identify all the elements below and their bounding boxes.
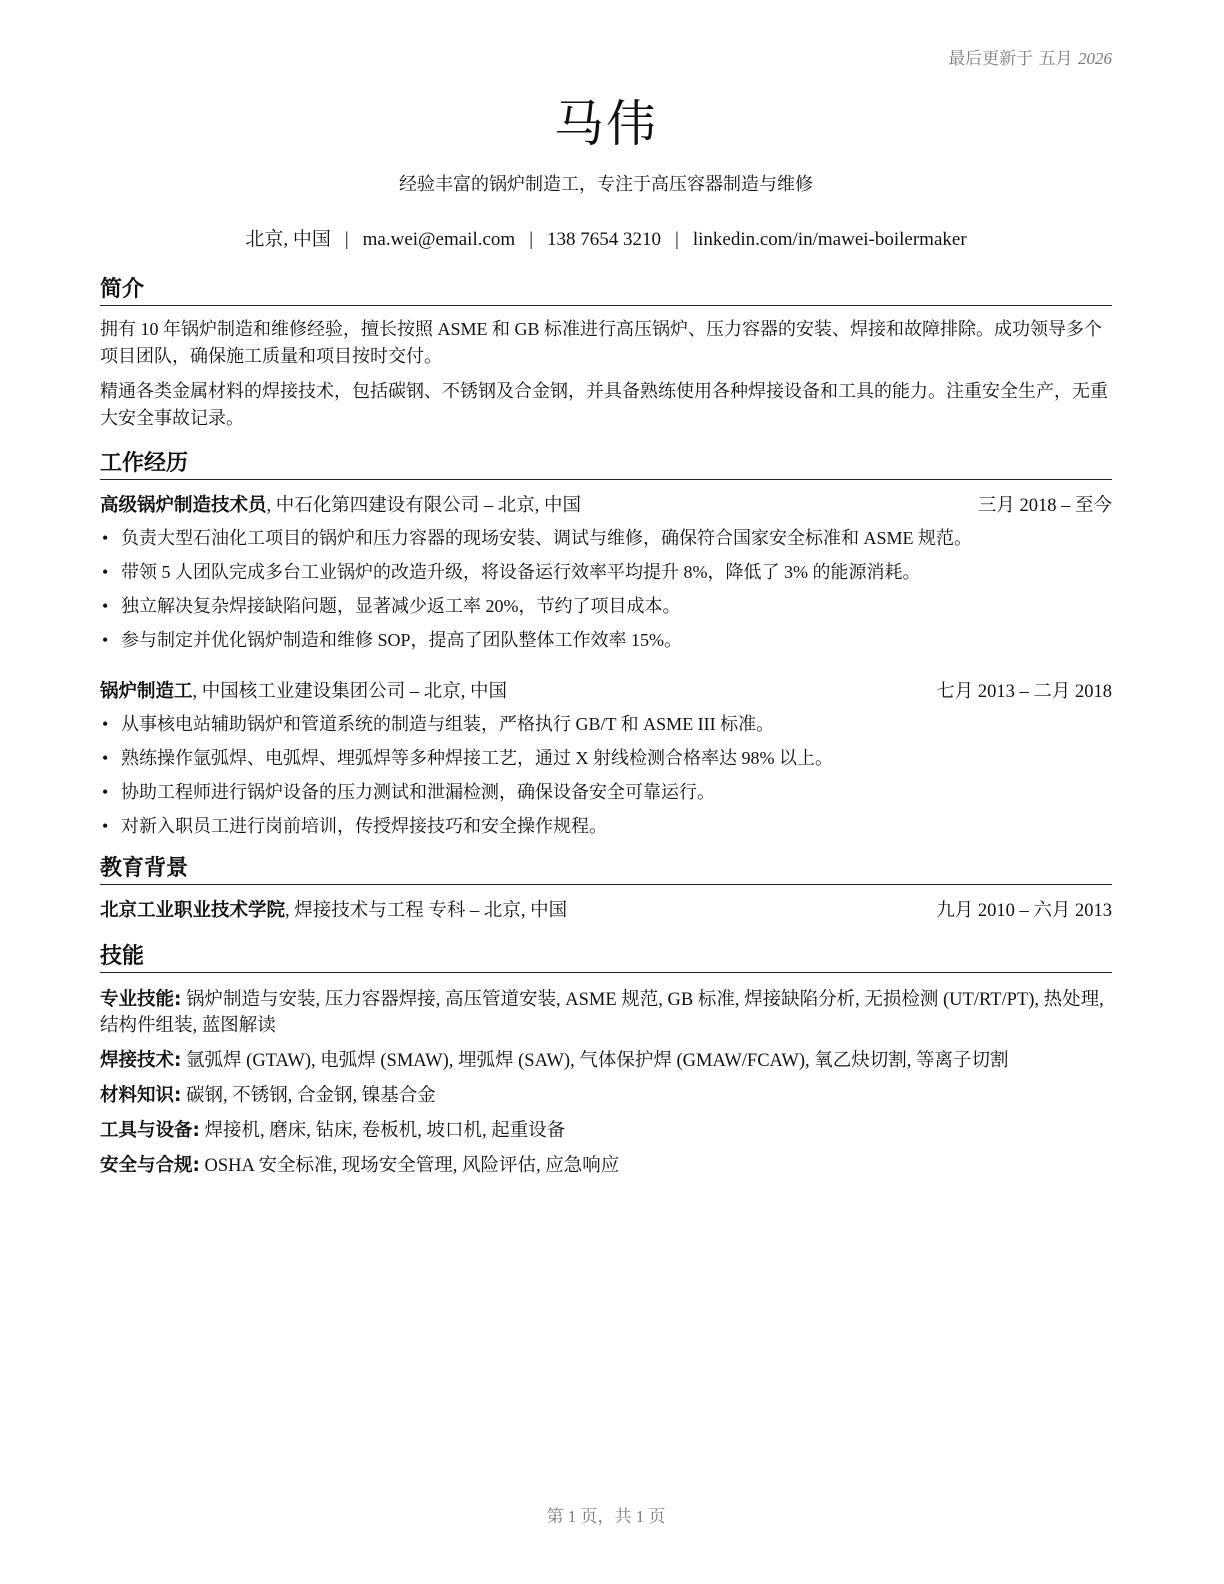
job-role: 锅炉制造工 <box>100 681 193 702</box>
contact-separator: | <box>529 229 534 250</box>
list-item <box>100 623 1112 657</box>
experience-section <box>100 450 1112 843</box>
education-entry <box>100 898 1112 924</box>
skill-label: 专业技能: <box>100 989 182 1010</box>
job-dates: 三月 2018 – 至今 <box>977 496 1112 516</box>
job-header <box>100 679 1112 705</box>
contact-separator: | <box>675 229 679 250</box>
education-dates: 九月 2010 – 六月 2013 <box>936 901 1112 921</box>
bullet-icon: • <box>102 528 109 548</box>
last-updated-year: 2026 <box>1078 49 1112 68</box>
section-title: 技能 <box>100 943 1112 973</box>
section-title: 教育背景 <box>100 855 1112 885</box>
education-line <box>100 898 567 924</box>
summary-paragraph: 拥有 10 年锅炉制造和维修经验，擅长按照 ASME 和 GB 标准进行高压锅炉、压力容器的安装、焊接和故障排除。成功领导多个项目团队，确保施工质量和项目按时交付。 <box>100 319 1103 366</box>
bullet-text: 熟练操作氩弧焊、电弧焊、埋弧焊等多种焊接工艺，通过 X 射线检测合格率达 98% 以上。 <box>121 748 833 768</box>
job-header <box>100 493 1112 519</box>
bullet-icon: • <box>102 630 109 650</box>
skill-label: 材料知识: <box>100 1085 182 1106</box>
list-item <box>100 809 1112 843</box>
skill-value: 锅炉制造与安装, 压力容器焊接, 高压管道安装, ASME 规范, GB 标准, 焊接缺陷分析, 无损检测 (UT/RT/PT), 热处理, 结构件组装, 蓝图解读 <box>100 990 1104 1036</box>
summary-paragraph: 精通各类金属材料的焊接技术，包括碳钢、不锈钢及合金钢，并具备熟练使用各种焊接设备和工具的能力。注重安全生产，无重大安全事故记录。 <box>100 381 1108 428</box>
job-bullets <box>100 521 1112 657</box>
list-item <box>100 555 1112 589</box>
skill-line <box>100 1048 1112 1074</box>
last-updated <box>948 44 1112 69</box>
bullet-text: 参与制定并优化锅炉制造和维修 SOP，提高了团队整体工作效率 15%。 <box>121 630 683 650</box>
skill-line <box>100 1083 1112 1109</box>
bullet-icon: • <box>102 816 109 836</box>
skill-value: 碳钢, 不锈钢, 合金钢, 镍基合金 <box>181 1086 436 1106</box>
bullet-icon: • <box>102 714 109 734</box>
skill-line <box>100 1118 1112 1144</box>
contact-separator: | <box>344 229 349 250</box>
list-item <box>100 775 1112 809</box>
headline: 经验丰富的锅炉制造工，专注于高压容器制造与维修 <box>399 174 813 195</box>
skill-line <box>100 1153 1112 1179</box>
page-footer: 第 1 页，共 1 页 <box>546 1507 666 1526</box>
skill-label: 工具与设备: <box>100 1120 200 1141</box>
list-item <box>100 521 1112 555</box>
skill-label: 安全与合规: <box>100 1155 200 1176</box>
last-updated-prefix: 最后更新于 五月 <box>948 49 1078 69</box>
job-org: , 中石化第四建设有限公司 – 北京, 中国 <box>266 496 582 516</box>
education-school: 北京工业职业技术学院 <box>100 900 286 921</box>
job-org: , 中国核工业建设集团公司 – 北京, 中国 <box>192 682 508 702</box>
skill-line <box>100 987 1112 1039</box>
summary-section <box>100 276 1112 432</box>
list-item <box>100 707 1112 741</box>
contact-linkedin[interactable]: linkedin.com/in/mawei-boilermaker <box>692 229 967 250</box>
skills-section <box>100 943 1112 1179</box>
resume-page <box>100 0 1112 1584</box>
skill-label: 焊接技术: <box>100 1050 182 1071</box>
contact-email[interactable]: ma.wei@email.com <box>362 229 516 250</box>
bullet-text: 负责大型石油化工项目的锅炉和压力容器的现场安装、调试与维修，确保符合国家安全标准和 ASME 规范。 <box>121 528 973 548</box>
bullet-text: 从事核电站辅助锅炉和管道系统的制造与组装，严格执行 GB/T 和 ASME III 标准。 <box>121 714 775 734</box>
contact-line <box>100 224 1112 251</box>
bullet-icon: • <box>102 596 109 616</box>
list-item <box>100 741 1112 775</box>
bullet-text: 独立解决复杂焊接缺陷问题，显著减少返工率 20%，节约了项目成本。 <box>121 596 681 616</box>
education-detail: , 焊接技术与工程 专科 – 北京, 中国 <box>285 901 568 921</box>
bullet-icon: • <box>102 782 109 802</box>
job-bullets <box>100 707 1112 843</box>
skill-value: OSHA 安全标准, 现场安全管理, 风险评估, 应急响应 <box>199 1156 620 1176</box>
job-dates: 七月 2013 – 二月 2018 <box>936 682 1112 702</box>
list-item <box>100 589 1112 623</box>
education-section <box>100 855 1112 924</box>
bullet-text: 带领 5 人团队完成多台工业锅炉的改造升级，将设备运行效率平均提升 8%，降低了 3% 的能源消耗。 <box>121 562 921 582</box>
bullet-text: 对新入职员工进行岗前培训，传授焊接技巧和安全操作规程。 <box>121 816 607 836</box>
skill-value: 焊接机, 磨床, 钻床, 卷板机, 坡口机, 起重设备 <box>199 1121 566 1141</box>
contact-location: 北京, 中国 <box>245 229 331 250</box>
bullet-text: 协助工程师进行锅炉设备的压力测试和泄漏检测，确保设备安全可靠运行。 <box>121 782 715 802</box>
job-role: 高级锅炉制造技术员 <box>100 495 267 516</box>
bullet-icon: • <box>102 562 109 582</box>
bullet-icon: • <box>102 748 109 768</box>
contact-phone[interactable]: 138 7654 3210 <box>547 229 662 250</box>
skill-value: 氩弧焊 (GTAW), 电弧焊 (SMAW), 埋弧焊 (SAW), 气体保护焊 (GMAW/FCAW), 氧乙炔切割, 等离子切割 <box>181 1051 1009 1071</box>
job-title-line <box>100 493 581 519</box>
section-title: 工作经历 <box>100 450 1112 480</box>
section-title: 简介 <box>100 276 1112 306</box>
job-title-line <box>100 679 507 705</box>
candidate-name: 马伟 <box>554 95 658 153</box>
